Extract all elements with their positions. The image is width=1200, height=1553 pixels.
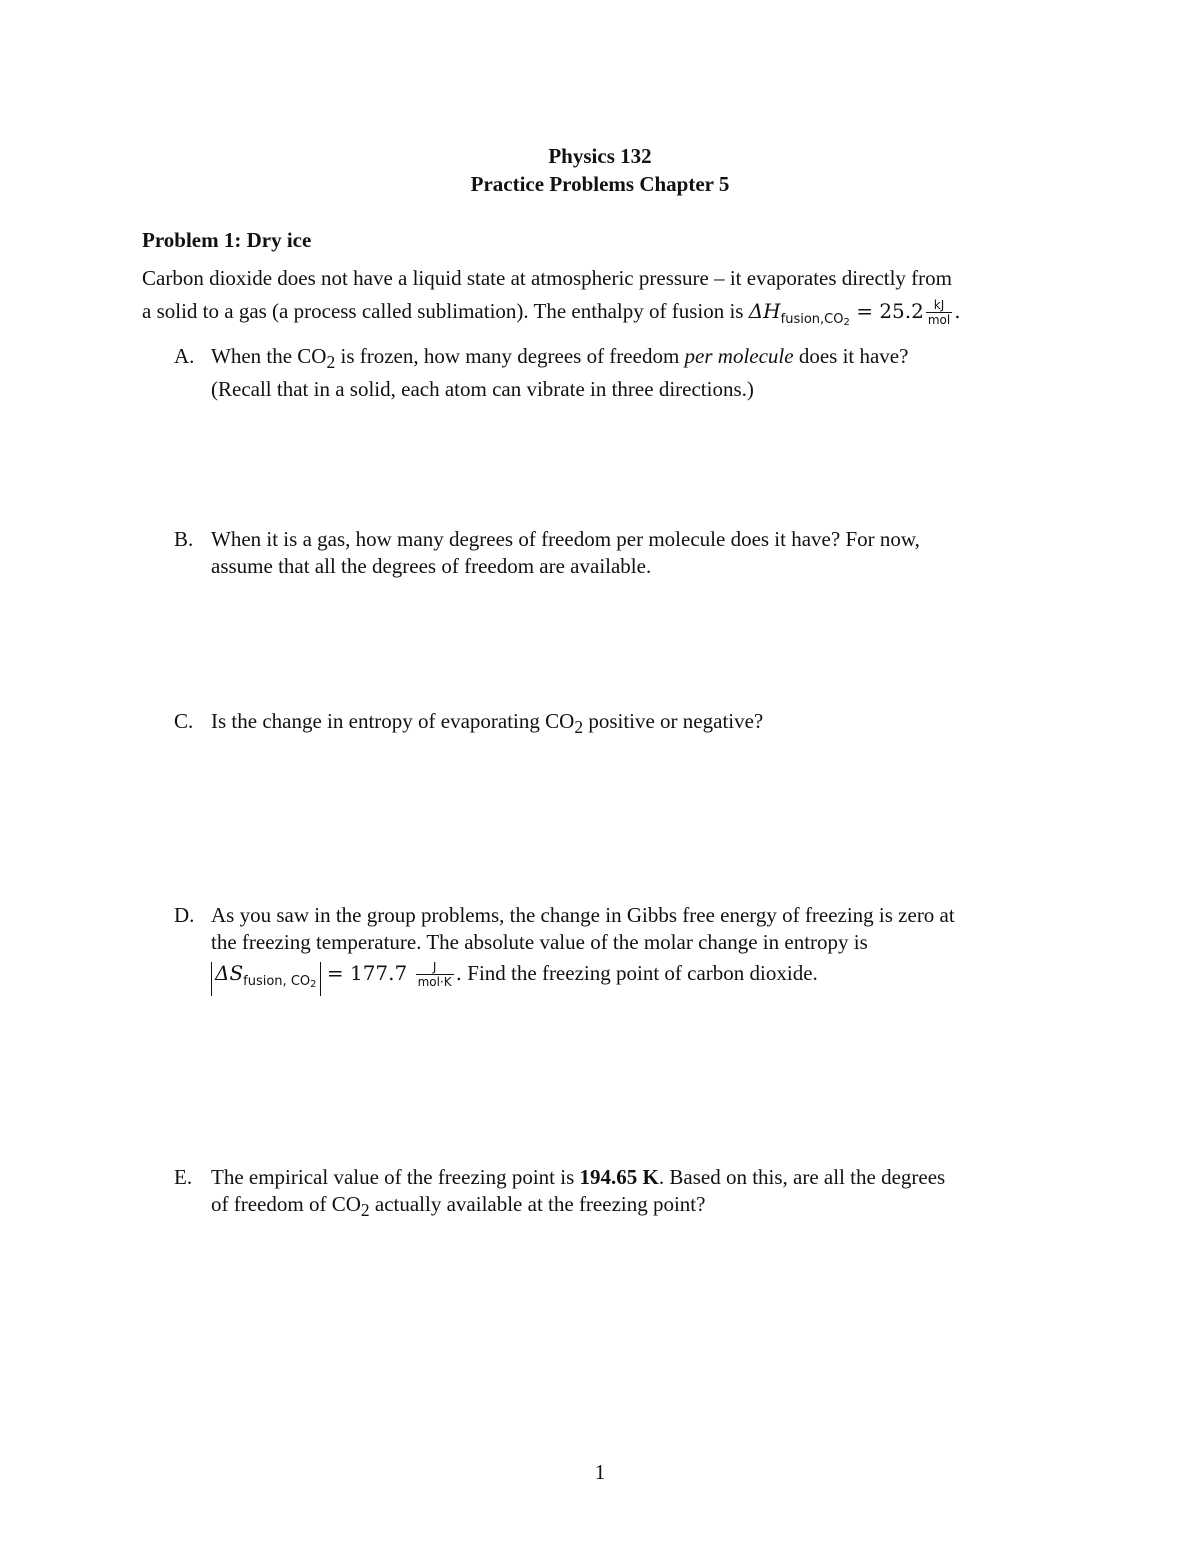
intro-line-1: Carbon dioxide does not have a liquid state at atmospheric pressure – it evaporates directly from — [142, 266, 953, 290]
question-d — [174, 902, 1064, 996]
enthalpy-trailing: . — [954, 299, 961, 323]
intro-line-2-text: a solid to a gas (a process called sublimation). The enthalpy of fusion is — [142, 299, 744, 323]
entropy-abs — [211, 962, 321, 996]
enthalpy-equation — [748, 298, 961, 328]
question-c — [174, 708, 1064, 741]
question-e-line-2-after: actually available at the freezing point? — [369, 1192, 706, 1216]
intro-line-2 — [142, 295, 1062, 339]
question-a-text-mid: is frozen, how many degrees of freedom — [335, 344, 685, 368]
entropy-unit-num: J — [416, 960, 454, 975]
question-e-text-before: The empirical value of the freezing point is — [211, 1165, 580, 1189]
question-e-line-1 — [211, 1164, 1064, 1191]
question-e-letter: E. — [174, 1165, 193, 1189]
enthalpy-unit-num: kJ — [926, 298, 952, 313]
question-a-line-1 — [211, 343, 1064, 376]
question-c-text-after: positive or negative? — [583, 709, 764, 733]
enthalpy-subscript-2: 2 — [843, 317, 850, 328]
enthalpy-equals: = — [856, 299, 873, 323]
question-c-sub: 2 — [574, 717, 584, 738]
entropy-subscript-text: fusion, CO — [243, 974, 311, 989]
question-e-line-2-before: of freedom of CO — [211, 1192, 361, 1216]
question-a-text-before: When the CO — [211, 344, 327, 368]
entropy-value: 177.7 — [349, 961, 408, 985]
enthalpy-value: 25.2 — [879, 299, 924, 323]
question-c-line-1 — [211, 708, 1064, 741]
question-d-line-2: the freezing temperature. The absolute value of the molar change in entropy is — [211, 930, 868, 954]
title-block — [0, 142, 1200, 198]
entropy-unit — [416, 960, 454, 989]
entropy-symbol: ΔS — [215, 961, 244, 985]
page-number: 1 — [594, 1460, 606, 1484]
enthalpy-subscript-text: fusion,CO — [780, 312, 844, 327]
question-c-letter: C. — [174, 709, 194, 733]
question-d-letter: D. — [174, 903, 195, 927]
question-b — [174, 526, 1064, 580]
course-title: Physics 132 — [548, 144, 652, 168]
question-e-value: 194.65 K — [579, 1165, 659, 1189]
question-b-line-1: When it is a gas, how many degrees of freedom per molecule does it have? For now, — [211, 527, 920, 551]
enthalpy-symbol: ΔH — [748, 299, 781, 323]
entropy-unit-den: mol·K — [417, 975, 452, 989]
enthalpy-unit — [926, 298, 952, 327]
question-e-sub: 2 — [360, 1200, 370, 1221]
enthalpy-unit-den: mol — [927, 313, 951, 327]
problem-heading: Problem 1: Dry ice — [142, 228, 312, 252]
question-a-emphasis: per molecule — [684, 344, 794, 368]
entropy-trailing: . — [455, 961, 463, 985]
question-e-line-2 — [211, 1191, 1064, 1224]
entropy-equation — [211, 960, 463, 990]
question-b-line-2: assume that all the degrees of freedom are available. — [211, 554, 652, 578]
question-e — [174, 1164, 1064, 1224]
problem-intro — [142, 262, 1062, 339]
question-a-sub: 2 — [326, 352, 336, 373]
question-e-text-after: . Based on this, are all the degrees — [658, 1165, 946, 1189]
entropy-equals: = — [326, 961, 344, 985]
question-c-text-before: Is the change in entropy of evaporating CO — [211, 709, 575, 733]
question-a-letter: A. — [174, 344, 195, 368]
question-b-letter: B. — [174, 527, 194, 551]
page-title: Practice Problems Chapter 5 — [470, 172, 730, 196]
question-a-text-after: does it have? — [793, 344, 909, 368]
question-d-line-3 — [211, 960, 1064, 996]
question-d-line-1: As you saw in the group problems, the change in Gibbs free energy of freezing is zero at — [211, 903, 955, 927]
entropy-subscript — [243, 974, 316, 989]
question-a-line-2: (Recall that in a solid, each atom can vibrate in three directions.) — [211, 377, 754, 402]
entropy-subscript-2: 2 — [310, 979, 317, 990]
question-d-line-3-after: Find the freezing point of carbon dioxide. — [462, 961, 818, 985]
enthalpy-subscript — [781, 312, 850, 327]
question-a — [174, 343, 1064, 403]
